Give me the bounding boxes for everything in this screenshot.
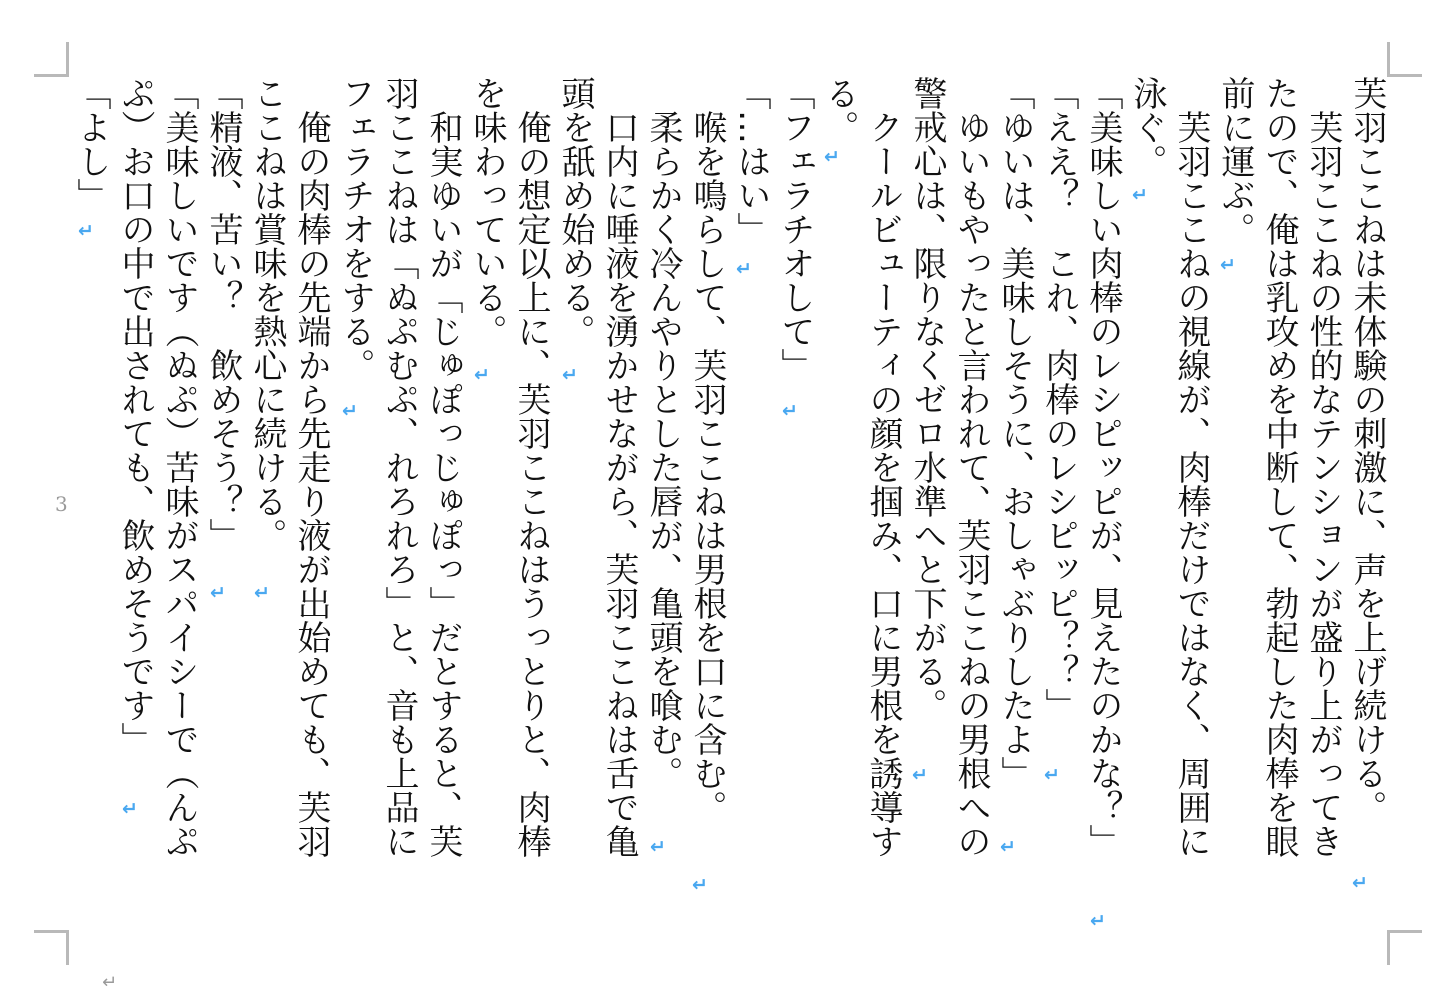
text-line: 「美味しいです（ぬぷ）苦味がスパイシーで（んぷ (159, 76, 199, 858)
crop-mark-bottom-left (34, 930, 69, 965)
paragraph-mark: ↵ (210, 582, 226, 604)
paragraph-mark: ↵ (824, 146, 840, 168)
text-line: クールビューティの顔を掴み、口に男根を誘導す (863, 110, 903, 858)
text-line: 「よし」 (71, 76, 111, 212)
text-line: 芙羽ここねの性的なテンションが盛り上がってき (1303, 110, 1343, 858)
paragraph-mark: ↵ (122, 798, 138, 820)
text-line: たので、俺は乳攻めを中断して、勃起した肉棒を眼 (1259, 76, 1299, 858)
paragraph-mark: ↵ (782, 400, 798, 422)
text-line: 前に運ぶ。 (1215, 76, 1255, 246)
text-line: 芙羽ここねは未体験の刺激に、声を上げ続ける。 (1347, 76, 1387, 824)
paragraph-mark: ↵ (1220, 254, 1236, 276)
paragraph-mark: ↵ (78, 220, 94, 242)
text-line: 「…はい」 (731, 76, 771, 246)
text-line: フェラチオをする。 (335, 76, 375, 382)
text-line: ゆいもやったと言われて、芙羽ここねの男根への (951, 110, 991, 858)
text-line: 口内に唾液を湧かせながら、芙羽ここねは舌で亀 (599, 110, 639, 858)
text-line: 泳ぐ。 (1127, 76, 1167, 178)
text-line: 「精液、苦い？ 飲めそう？」 (203, 76, 243, 552)
paragraph-mark: ↵ (650, 836, 666, 858)
paragraph-mark: ↵ (1132, 184, 1148, 206)
text-line: 羽ここねは「ぬぷむぷ、れろれろ」と、音も上品に (379, 76, 419, 858)
text-line: 「美味しい肉棒のレシピッピが、見えたのかな？」 (1083, 76, 1123, 858)
text-line: 芙羽ここねの視線が、肉棒だけではなく、周囲に (1171, 110, 1211, 858)
crop-mark-top-left (34, 42, 69, 77)
text-line: 頭を舐め始める。 (555, 76, 595, 348)
text-line: を味わっている。 (467, 76, 507, 348)
crop-mark-top-right (1387, 42, 1422, 77)
text-line: ぷ）お口の中で出されても、飲めそうです」 (115, 76, 155, 756)
text-line: 俺の想定以上に、芙羽ここねはうっとりと、肉棒 (511, 110, 551, 858)
paragraph-mark: ↵ (474, 364, 490, 386)
paragraph-mark: ↵ (342, 400, 358, 422)
text-line: 「ええ？ これ、肉棒のレシピッピ？？」 (1039, 76, 1079, 722)
paragraph-mark: ↵ (692, 874, 708, 896)
paragraph-mark: ↵ (736, 258, 752, 280)
text-line: ここねは賞味を熱心に続ける。 (247, 76, 287, 552)
text-line: 柔らかく冷んやりとした唇が、亀頭を喰む。 (643, 110, 683, 790)
paragraph-mark: ↵ (562, 364, 578, 386)
paragraph-mark: ↵ (254, 582, 270, 604)
paragraph-mark: ↵ (1000, 836, 1016, 858)
text-line: 「フェラチオして」 (775, 76, 815, 382)
paragraph-mark: ↵ (1352, 872, 1368, 894)
text-line: 警戒心は、限りなくゼロ水準へと下がる。 (907, 76, 947, 722)
end-of-document-mark: ↵ (102, 972, 118, 993)
text-line: 和実ゆいが「じゅぽっじゅぽっ」だとすると、芙 (423, 110, 463, 858)
text-line: 「ゆいは、美味しそうに、おしゃぶりしたよ」 (995, 76, 1035, 790)
text-line: 喉を鳴らして、芙羽ここねは男根を口に含む。 (687, 110, 727, 824)
paragraph-mark: ↵ (1090, 910, 1106, 932)
text-line: 俺の肉棒の先端から先走り液が出始めても、芙羽 (291, 110, 331, 858)
text-line: る。 (819, 76, 859, 144)
page-number: 3 (55, 492, 68, 516)
paragraph-mark: ↵ (912, 764, 928, 786)
crop-mark-bottom-right (1387, 930, 1422, 965)
paragraph-mark: ↵ (1044, 764, 1060, 786)
